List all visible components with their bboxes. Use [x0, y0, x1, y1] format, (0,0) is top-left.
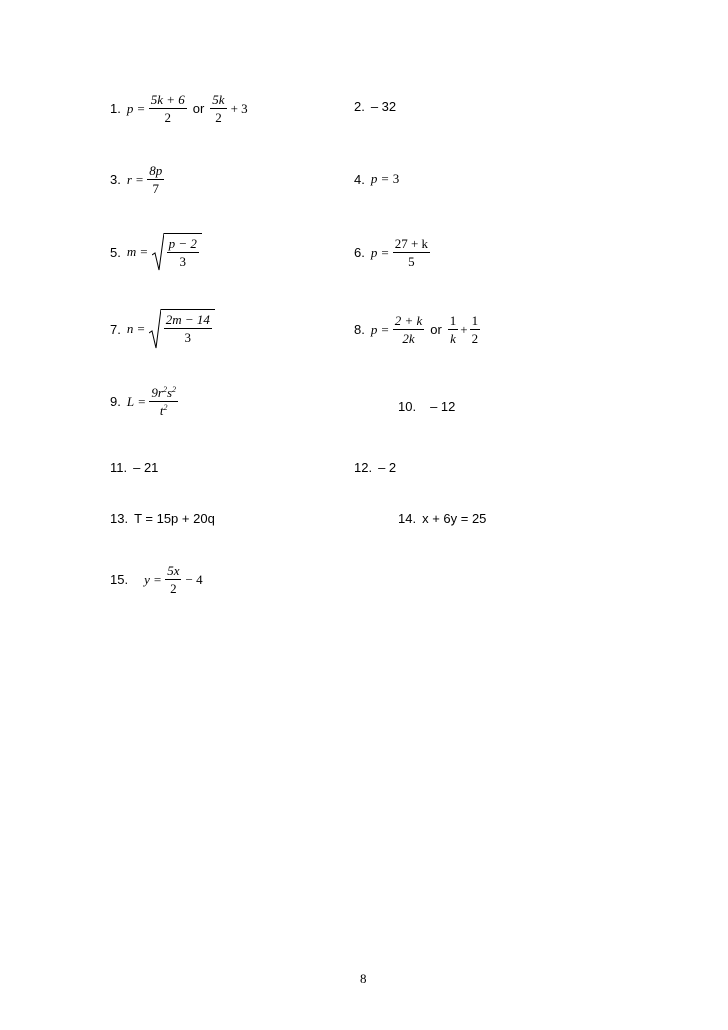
- numerator: [149, 385, 178, 402]
- equals-sign: =: [140, 244, 148, 259]
- answer-number: 3.: [110, 172, 121, 187]
- radical-sign-icon: [152, 233, 164, 271]
- numerator: 5k + 6: [150, 92, 185, 107]
- answer-10: [398, 399, 455, 414]
- numerator: 5x: [167, 563, 180, 578]
- answer-number: 8.: [354, 322, 365, 337]
- answer-7: [110, 309, 215, 349]
- fraction: [147, 163, 164, 196]
- denominator: k: [450, 331, 456, 346]
- equals-sign: =: [381, 171, 389, 186]
- variable: p: [370, 244, 378, 260]
- answer-number: 6.: [354, 245, 365, 260]
- denominator: 5: [408, 254, 415, 269]
- answer-number: 13.: [110, 511, 129, 526]
- answer-value: – 32: [370, 99, 397, 114]
- answer-number: 11.: [110, 460, 128, 475]
- answer-value: 3: [392, 171, 400, 186]
- fraction: [448, 313, 459, 346]
- fraction: [149, 92, 187, 125]
- variable: p: [370, 321, 378, 337]
- exponent: 2: [162, 385, 167, 394]
- denominator: 2: [471, 331, 479, 346]
- plus-sign: +: [460, 321, 468, 337]
- answer-number: 2.: [354, 99, 365, 114]
- equals-sign: =: [138, 393, 146, 409]
- numerator: 2m − 14: [165, 312, 210, 327]
- answer-12: [354, 460, 396, 475]
- addend: + 3: [230, 100, 248, 116]
- equals-sign: =: [153, 571, 162, 587]
- answer-11: [110, 460, 158, 475]
- subtrahend: − 4: [185, 571, 203, 587]
- fraction: [167, 236, 199, 269]
- square-root: [152, 233, 202, 271]
- numerator: 5k: [212, 92, 225, 107]
- answer-6: [354, 236, 430, 269]
- or-text: or: [430, 322, 442, 337]
- numerator: p − 2: [168, 236, 197, 251]
- answer-number: 1.: [110, 101, 121, 116]
- denominator: 3: [184, 330, 192, 345]
- fraction: [210, 92, 226, 125]
- answer-1: [110, 92, 248, 125]
- variable: p: [370, 171, 378, 186]
- fraction: [470, 313, 481, 346]
- answer-3: [110, 163, 164, 196]
- numerator-term: 9r: [151, 385, 163, 400]
- variable: y: [144, 571, 150, 587]
- numerator: 8p: [149, 163, 163, 178]
- denominator: 2: [164, 110, 171, 125]
- equals-sign: =: [137, 321, 145, 336]
- answer-value: – 2: [378, 460, 397, 475]
- answer-4: [354, 171, 399, 187]
- answer-number: 15.: [110, 572, 129, 587]
- answer-15: [110, 563, 203, 596]
- numerator-term: s: [166, 385, 173, 400]
- fraction: [164, 312, 212, 345]
- fraction: [165, 563, 181, 596]
- answer-number: 14.: [398, 511, 417, 526]
- answer-8: [354, 313, 480, 346]
- equals-sign: =: [135, 171, 144, 187]
- variable: L: [126, 393, 135, 409]
- denominator: 3: [179, 254, 186, 269]
- denominator: 2k: [402, 331, 415, 346]
- answer-value: T = 15p + 20q: [134, 511, 215, 526]
- answer-number: 10.: [398, 399, 417, 414]
- variable: p: [126, 100, 134, 116]
- variable: r: [126, 171, 132, 187]
- variable: n: [126, 321, 134, 336]
- answer-9: [110, 385, 178, 418]
- answer-2: [354, 99, 396, 114]
- answer-number: 4.: [354, 171, 365, 187]
- answer-number: 9.: [110, 394, 121, 409]
- variable: m: [126, 244, 137, 259]
- denominator: 2: [170, 581, 177, 596]
- or-text: or: [192, 101, 205, 116]
- answer-13: [110, 511, 215, 526]
- answer-number: 5.: [110, 244, 121, 260]
- fraction: [393, 236, 430, 269]
- numerator: 2 + k: [394, 313, 423, 328]
- fraction: [393, 313, 425, 346]
- page-number: 8: [360, 971, 367, 986]
- answer-value: x + 6y = 25: [422, 511, 487, 526]
- denominator-term: t: [159, 403, 164, 418]
- answer-number: 12.: [354, 460, 373, 475]
- equals-sign: =: [381, 321, 389, 337]
- numerator: 1: [471, 313, 479, 328]
- denominator: 2: [215, 110, 222, 125]
- equals-sign: =: [381, 244, 389, 260]
- numerator: 27 + k: [394, 236, 429, 251]
- square-root: [149, 309, 215, 349]
- denominator: 7: [152, 181, 159, 196]
- answer-number: 7.: [110, 321, 121, 337]
- answer-value: – 21: [133, 460, 159, 475]
- answer-14: [398, 511, 486, 526]
- answer-value: – 12: [430, 399, 456, 414]
- denominator: [158, 402, 170, 418]
- fraction: [149, 385, 178, 418]
- exponent: 2: [172, 385, 177, 394]
- exponent: 2: [163, 403, 168, 412]
- equals-sign: =: [137, 100, 145, 116]
- radical-sign-icon: [149, 309, 161, 349]
- numerator: 1: [449, 313, 457, 328]
- answer-5: [110, 233, 202, 271]
